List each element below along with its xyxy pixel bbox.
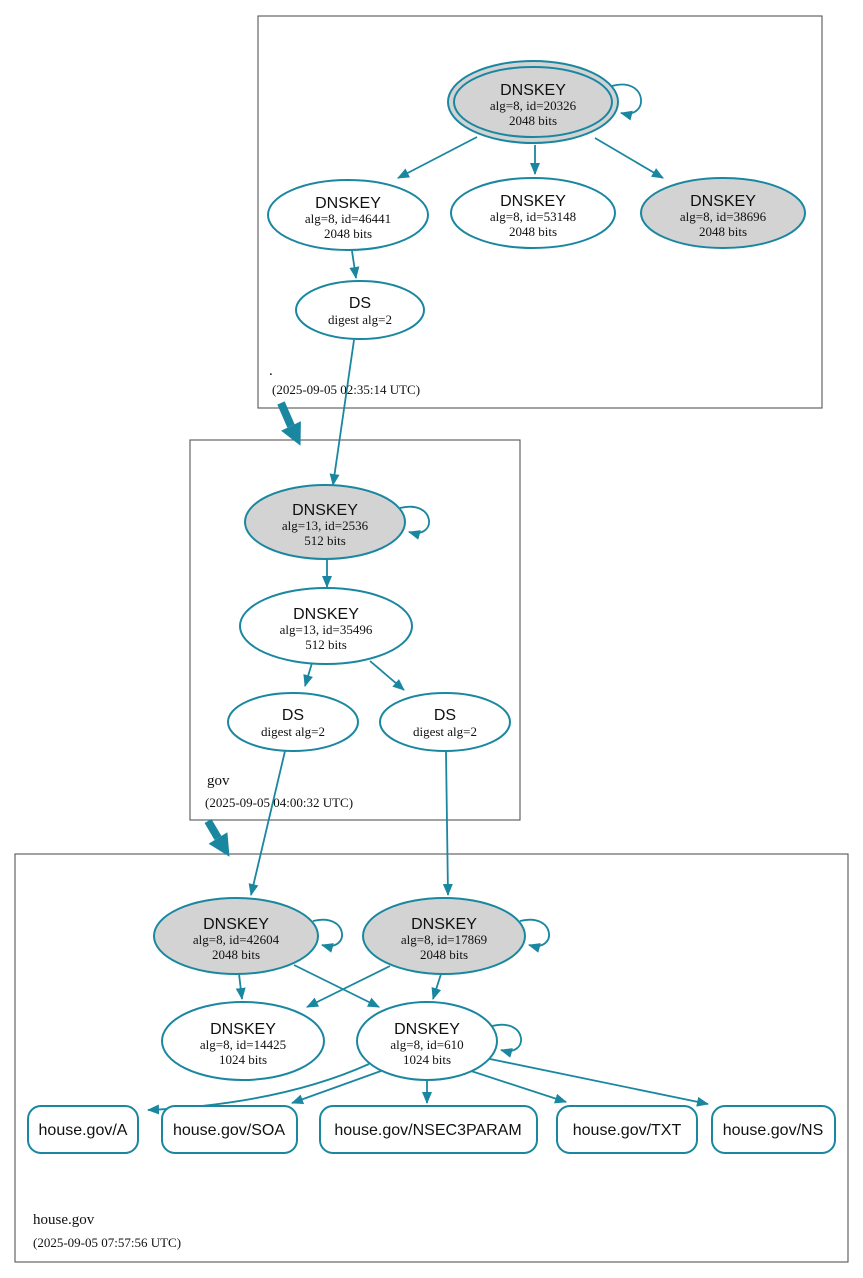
edge-zsk46441-ds xyxy=(352,251,356,278)
node-bits: 2048 bits xyxy=(698,224,748,239)
node-label: DNSKEY xyxy=(210,1021,276,1038)
node-bits: 2048 bits xyxy=(508,113,558,128)
node-alg-id: alg=8, id=20326 xyxy=(489,98,577,113)
edge-zsk610-rrset-ns xyxy=(490,1059,708,1104)
node-label: DNSKEY xyxy=(500,193,566,210)
node-label: DNSKEY xyxy=(690,193,756,210)
node-bits: 1024 bits xyxy=(218,1052,268,1067)
zone-timestamp-house-gov: (2025-09-05 07:57:56 UTC) xyxy=(33,1235,182,1250)
node-alg-id: alg=13, id=2536 xyxy=(281,518,369,533)
node-bits: 2048 bits xyxy=(323,226,373,241)
rrset-house-gov-nsec3param[interactable] xyxy=(320,1106,537,1153)
edge-ksk42604-zsk610 xyxy=(294,965,379,1007)
zone-label-root: . xyxy=(269,363,273,379)
node-dnskey-610[interactable] xyxy=(357,1002,497,1080)
node-dnskey-17869[interactable] xyxy=(363,898,525,974)
node-digest: digest alg=2 xyxy=(412,724,478,739)
node-dnskey-20326[interactable] xyxy=(448,61,618,143)
node-digest: digest alg=2 xyxy=(327,312,393,327)
edge-zsk610-rrset-txt xyxy=(468,1070,566,1102)
node-ds-root[interactable] xyxy=(296,281,424,339)
node-bits: 1024 bits xyxy=(402,1052,452,1067)
node-dnskey-38696[interactable] xyxy=(641,178,805,248)
node-label: DS xyxy=(348,295,372,312)
node-ds-gov-1[interactable] xyxy=(228,693,358,751)
node-label: DS xyxy=(281,707,305,724)
node-alg-id: alg=8, id=42604 xyxy=(192,932,280,947)
delegation-arrow-gov-to-house-gov xyxy=(208,821,230,857)
node-label: DNSKEY xyxy=(315,195,381,212)
rrset-house-gov-ns[interactable] xyxy=(712,1106,835,1153)
node-dnskey-2536[interactable] xyxy=(245,485,405,559)
node-bits: 2048 bits xyxy=(211,947,261,962)
rrset-label: house.gov/A xyxy=(38,1122,128,1139)
rrset-label: house.gov/NS xyxy=(722,1122,824,1139)
zone-timestamp-gov: (2025-09-05 04:00:32 UTC) xyxy=(205,795,354,810)
node-alg-id: alg=13, id=35496 xyxy=(279,622,373,637)
edge-root-ds-gov-ksk2536 xyxy=(333,340,354,485)
rrset-label: house.gov/TXT xyxy=(572,1122,682,1139)
node-label: DNSKEY xyxy=(203,916,269,933)
node-bits: 512 bits xyxy=(304,533,346,548)
rrset-label: house.gov/NSEC3PARAM xyxy=(334,1122,522,1139)
node-alg-id: alg=8, id=38696 xyxy=(679,209,767,224)
edge-gov-ds1-house-ksk42604 xyxy=(251,751,285,895)
edge-ksk42604-zsk14425 xyxy=(239,974,242,999)
rrset-house-gov-soa[interactable] xyxy=(162,1106,297,1153)
node-label: DNSKEY xyxy=(411,916,477,933)
edge-ksk17869-zsk610 xyxy=(433,974,441,999)
zone-label-house-gov: house.gov xyxy=(33,1212,95,1228)
rrset-label: house.gov/SOA xyxy=(172,1122,286,1139)
node-dnskey-35496[interactable] xyxy=(240,588,412,664)
node-alg-id: alg=8, id=610 xyxy=(390,1037,464,1052)
node-bits: 2048 bits xyxy=(419,947,469,962)
node-alg-id: alg=8, id=46441 xyxy=(304,211,392,226)
node-dnskey-42604[interactable] xyxy=(154,898,318,974)
edge-ksk17869-zsk14425 xyxy=(307,966,390,1007)
node-alg-id: alg=8, id=53148 xyxy=(489,209,577,224)
node-ds-gov-2[interactable] xyxy=(380,693,510,751)
node-label: DNSKEY xyxy=(292,502,358,519)
node-label: DNSKEY xyxy=(500,82,566,99)
node-bits: 2048 bits xyxy=(508,224,558,239)
zone-label-gov: gov xyxy=(207,773,230,789)
rrset-house-gov-txt[interactable] xyxy=(557,1106,697,1153)
node-label: DNSKEY xyxy=(293,606,359,623)
node-dnskey-46441[interactable] xyxy=(268,180,428,250)
edge-ksk20326-zsk46441 xyxy=(398,137,477,178)
delegation-arrow-root-to-gov xyxy=(281,403,301,446)
node-dnskey-53148[interactable] xyxy=(451,178,615,248)
node-label: DS xyxy=(433,707,457,724)
node-label: DNSKEY xyxy=(394,1021,460,1038)
node-bits: 512 bits xyxy=(305,637,347,652)
node-alg-id: alg=8, id=17869 xyxy=(400,932,488,947)
zone-timestamp-root: (2025-09-05 02:35:14 UTC) xyxy=(272,382,421,397)
edge-zsk35496-ds1 xyxy=(305,663,312,686)
edge-zsk35496-ds2 xyxy=(370,661,404,690)
node-dnskey-14425[interactable] xyxy=(162,1002,324,1080)
edge-gov-ds2-house-ksk17869 xyxy=(446,752,448,895)
node-digest: digest alg=2 xyxy=(260,724,326,739)
edge-ksk20326-ksk38696 xyxy=(595,138,663,178)
node-alg-id: alg=8, id=14425 xyxy=(199,1037,287,1052)
rrset-house-gov-a[interactable] xyxy=(28,1106,138,1153)
